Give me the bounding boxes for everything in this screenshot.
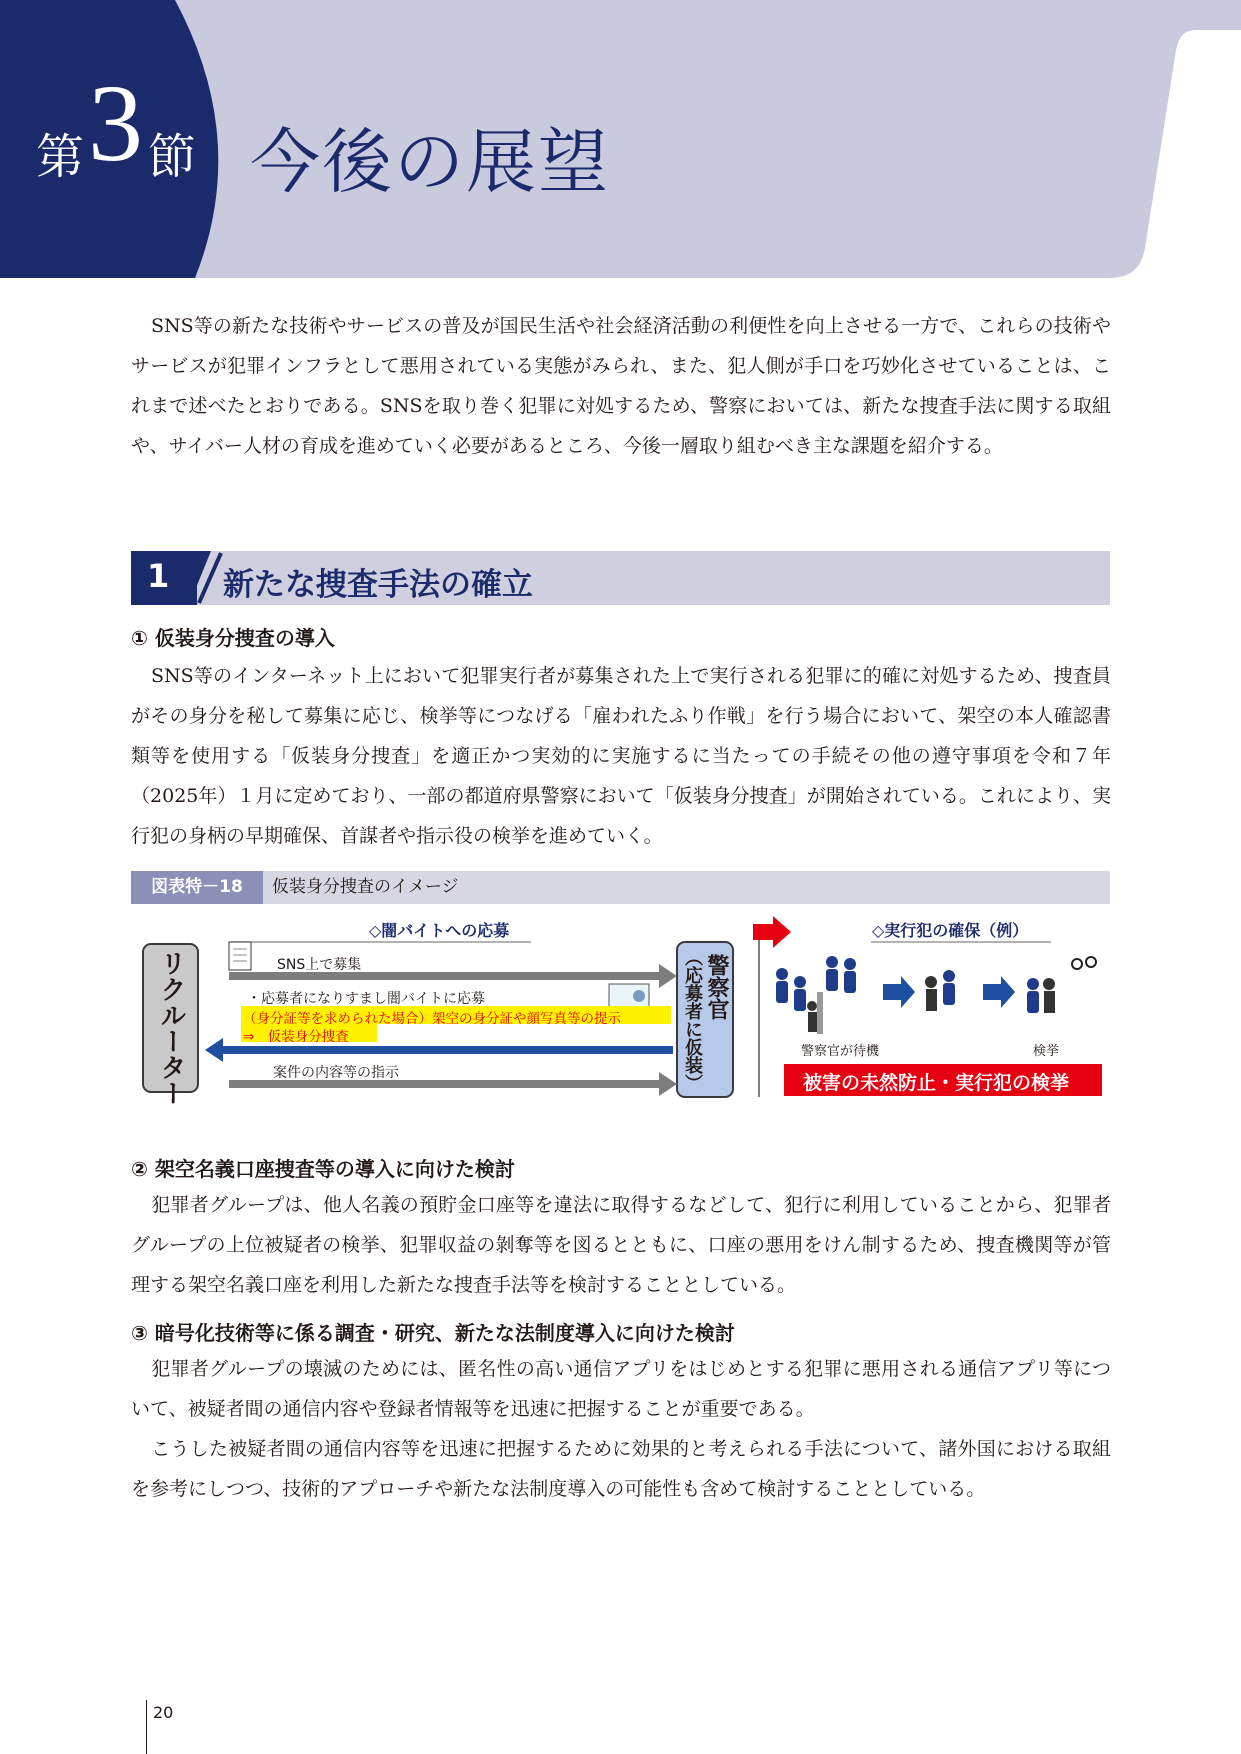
intro-paragraph: SNS等の新たな技術やサービスの普及が国民生活や社会経済活動の利便性を向上させる一方で、これらの技術やサービスが犯罪インフラとして悪用されている実態がみられ、また、犯人側が手口を巧妙化させていることは、これまで述べたとおりである。SNSを取り巻く犯罪に対処するため、警察においては、新たな捜査手法に関する取組や、サイバー人材の育成を進めていく必要があるところ、今後一層取り組むべき主な課題を紹介する。 (131, 315, 1111, 457)
caption-police-wait: 警察官が待機 (801, 1044, 880, 1059)
section-prefix: 第 (36, 129, 85, 185)
arrow-text-fake-id: （身分証等を求められた場合）架空の身分証や顔写真等の提示 (243, 1011, 621, 1027)
recruiter-label: リクルーター (156, 950, 186, 1106)
arrow-text-instruction: 案件の内容等の指示 (273, 1065, 399, 1081)
item-3-paragraph-1: 犯罪者グループの壊滅のためには、匿名性の高い通信アプリをはじめとする犯罪に悪用される通信アプリ等について、被疑者間の通信内容や登録者情報等を迅速に把握することが重要である。 (131, 1358, 1111, 1420)
page-number: 20 (153, 1703, 174, 1722)
section-suffix: 節 (148, 129, 197, 185)
item-heading-1: ① 仮装身分捜査の導入 (131, 626, 335, 650)
section-number: 3 (88, 62, 143, 184)
arrow-text-recruit: SNS上で募集 (277, 957, 362, 973)
police-label: 警察官 (704, 954, 729, 1020)
item-heading-3: ③ 暗号化技術等に係る調査・研究、新たな法制度導入に向けた検討 (131, 1321, 735, 1345)
chapter-header (0, 0, 1241, 278)
arrow-text-apply: ・応募者になりすまし闇バイトに応募 (247, 991, 485, 1007)
subsection-title: 新たな捜査手法の確立 (223, 567, 533, 603)
item-heading-2: ② 架空名義口座捜査等の導入に向けた検討 (131, 1157, 515, 1181)
section-title: 今後の展望 (250, 121, 610, 203)
figure-diagram (131, 912, 1110, 1112)
arrow-text-disguise: ⇒ 仮装身分捜査 (243, 1029, 349, 1045)
figure-label: 図表特－18 (131, 871, 263, 904)
caption-arrest: 検挙 (1033, 1044, 1060, 1059)
item-2-paragraph: 犯罪者グループは、他人名義の預貯金口座等を違法に取得するなどして、犯行に利用していることから、犯罪者グループの上位被疑者の検挙、犯罪収益の剝奪等を図るとともに、口座の悪用をけん制するため、捜査機関等が管理する架空名義口座を利用した新たな捜査手法等を検討することとしている。 (131, 1194, 1111, 1296)
page-number-rule (146, 1700, 147, 1754)
item-1-paragraph: SNS等のインターネット上において犯罪実行者が募集された上で実行される犯罪に的確に対処するため、捜査員がその身分を秘して募集に応じ、検挙等につなげる「雇われたふり作戦」を行う場合において、架空の本人確認書類等を使用する「仮装身分捜査」を適正かつ実効的に実施するに当たっての手続その他の遵守事項を令和７年（2025年）１月に定めており、一部の都道府県警察において「仮装身分捜査」が開始されている。これにより、実行犯の身柄の早期確保、首謀者や指示役の検挙を進めていく。 (131, 665, 1111, 847)
figure-left-heading: ◇闇バイトへの応募 (369, 921, 510, 940)
figure-caption-bar (131, 871, 1110, 904)
item-3-paragraph-2: こうした被疑者間の通信内容等を迅速に把握するために効果的と考えられる手法について、諸外国における取組を参考にしつつ、技術的アプローチや新たな法制度導入の可能性も含めて検討することとしている。 (131, 1438, 1111, 1500)
subsection-number: 1 (147, 557, 170, 595)
figure-right-heading: ◇実行犯の確保（例） (872, 921, 1029, 940)
police-sublabel: （応募者に仮装） (682, 948, 703, 1092)
subsection-heading (131, 551, 1110, 605)
result-banner: 被害の未然防止・実行犯の検挙 (803, 1072, 1070, 1094)
figure-title: 仮装身分捜査のイメージ (272, 877, 459, 897)
